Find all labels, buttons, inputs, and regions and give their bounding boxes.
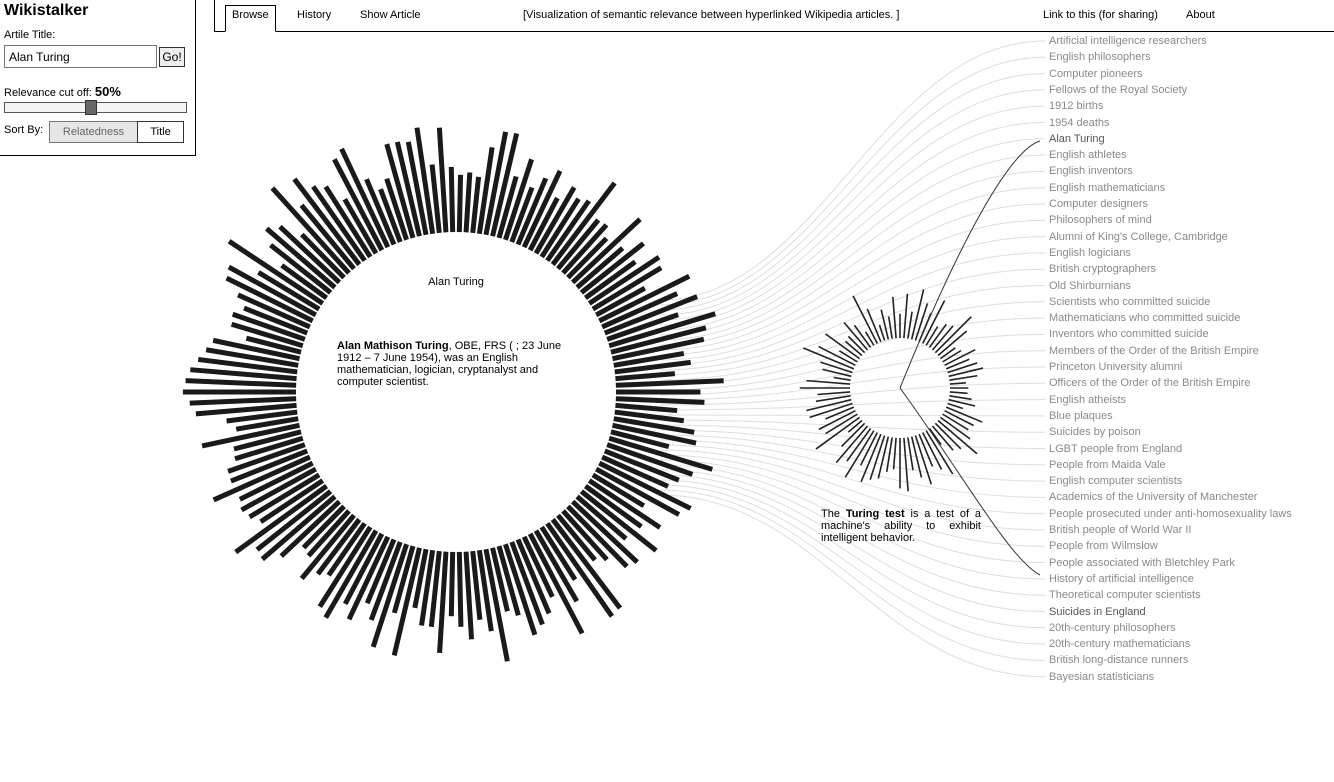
category-item[interactable]: Alumni of King's College, Cambridge: [1049, 230, 1228, 243]
relevance-slider[interactable]: [4, 102, 187, 113]
link-bar: [440, 552, 446, 653]
category-item[interactable]: Mathematicians who committed suicide: [1049, 312, 1241, 325]
category-item[interactable]: English computer scientists: [1049, 475, 1183, 488]
link-bar: [451, 552, 452, 616]
category-item[interactable]: Suicides in England: [1049, 605, 1146, 618]
category-item[interactable]: Theoretical computer scientists: [1049, 589, 1201, 602]
link-bar: [929, 428, 941, 444]
link-bar: [935, 317, 971, 353]
category-item[interactable]: Princeton University alumni: [1049, 361, 1183, 373]
connector-line: [660, 171, 1045, 340]
category-item[interactable]: Academics of the University of Manchester: [1049, 491, 1258, 504]
link-bar: [459, 552, 461, 627]
link-bar: [466, 173, 470, 233]
page-tagline: [Visualization of semantic relevance between hyperlinked Wikipedia articles. ]: [523, 9, 900, 21]
relevance-cutoff-label: [4, 84, 121, 99]
category-item[interactable]: Computer designers: [1049, 198, 1149, 210]
tab-browse[interactable]: Browse: [225, 5, 276, 32]
center-article-summary: [337, 340, 569, 388]
link-bar: [615, 374, 674, 379]
category-item[interactable]: English inventors: [1049, 165, 1133, 178]
link-bar: [439, 128, 446, 233]
category-item[interactable]: LGBT people from England: [1049, 442, 1183, 455]
connector-line: [660, 318, 1045, 385]
connector-line: [660, 57, 1045, 305]
category-item[interactable]: English philosophers: [1049, 51, 1151, 64]
link-bar: [806, 381, 850, 384]
category-item[interactable]: Alan Turing: [1049, 132, 1105, 145]
relevance-cutoff-value: 50%: [94, 84, 121, 99]
link-bar: [190, 399, 296, 403]
category-item[interactable]: English logicians: [1049, 246, 1131, 259]
category-item[interactable]: British cryptographers: [1049, 263, 1156, 276]
category-item[interactable]: British people of World War II: [1049, 524, 1192, 536]
article-name: Alan Mathison Turing: [337, 340, 449, 352]
category-item[interactable]: Blue plaques: [1049, 409, 1113, 422]
connector-line: [660, 383, 1045, 405]
connector-line: [660, 41, 1045, 300]
link-bar: [826, 334, 860, 359]
top-navigation: [214, 0, 1334, 32]
relevance-label-text: Relevance cut off:: [4, 87, 92, 99]
share-link[interactable]: Link to this (for sharing): [1043, 9, 1158, 21]
category-item[interactable]: Old Shirburnians: [1049, 279, 1131, 292]
category-item[interactable]: 1954 deaths: [1049, 116, 1110, 129]
category-item[interactable]: English mathematicians: [1049, 181, 1166, 194]
category-item[interactable]: Members of the Order of the British Empire: [1049, 344, 1259, 357]
article-title-label: Artile Title:: [4, 29, 56, 41]
category-item[interactable]: Artificial intelligence researchers: [1049, 35, 1207, 47]
category-item[interactable]: Suicides by poison: [1049, 426, 1141, 439]
category-item[interactable]: English atheists: [1049, 393, 1127, 406]
link-bar: [904, 294, 907, 338]
main-article-link-ring: [183, 128, 724, 662]
category-item[interactable]: Philosophers of mind: [1049, 214, 1152, 227]
tab-show-article[interactable]: Show Article: [360, 9, 421, 21]
link-bar: [820, 362, 852, 372]
link-bar: [938, 420, 977, 453]
link-bar: [879, 325, 884, 341]
tab-history[interactable]: History: [297, 9, 332, 21]
link-bar: [834, 378, 851, 381]
link-bar: [459, 175, 460, 232]
link-bar: [949, 376, 977, 380]
sort-title-button[interactable]: Title: [137, 121, 184, 143]
link-bar: [451, 167, 452, 232]
control-panel: [0, 0, 196, 156]
link-bar: [817, 392, 850, 395]
category-item[interactable]: History of artificial intelligence: [1049, 572, 1194, 585]
link-bar: [950, 383, 966, 384]
category-item[interactable]: 1912 births: [1049, 100, 1104, 113]
connector-line: [660, 269, 1045, 370]
link-bar: [615, 405, 677, 410]
link-bar: [186, 381, 297, 386]
category-item[interactable]: Bayesian statisticians: [1049, 670, 1155, 683]
summary-text: is a test of a machine's ability to exhibit intelligent behavior.: [821, 508, 981, 544]
link-bar: [949, 396, 971, 400]
link-bar: [473, 177, 479, 233]
category-item[interactable]: English athletes: [1049, 149, 1127, 162]
link-bar: [940, 348, 955, 359]
category-item[interactable]: 20th-century mathematicians: [1049, 638, 1191, 651]
link-bar: [950, 392, 968, 393]
summary-text: , OBE, FRS ( ; 23 June 1912 – 7 June 1954), was an English mathematician, logician, cryptanalyst and computer scientist.: [337, 340, 562, 388]
category-item[interactable]: People associated with Bletchley Park: [1049, 556, 1235, 569]
connector-line: [660, 351, 1045, 395]
center-article-title[interactable]: Alan Turing: [428, 276, 484, 288]
category-item[interactable]: Computer pioneers: [1049, 67, 1143, 80]
app-title: Wikistalker: [4, 2, 89, 19]
link-bar: [878, 437, 888, 479]
link-bar: [466, 552, 472, 640]
link-bar: [948, 403, 963, 408]
category-item[interactable]: 20th-century philosophers: [1049, 621, 1176, 634]
link-bar: [893, 297, 896, 338]
connector-line: [660, 74, 1045, 310]
link-bar: [816, 417, 860, 449]
connector-line: [660, 139, 1045, 330]
sort-by-label: Sort By:: [4, 124, 44, 136]
article-title-input[interactable]: [4, 45, 157, 68]
category-item[interactable]: People from Maida Vale: [1049, 458, 1166, 471]
connector-line: [660, 435, 1045, 481]
hovered-article-summary: [821, 508, 981, 544]
connector-line: [660, 123, 1045, 326]
hovered-article-name: Turing test: [845, 508, 905, 520]
relevance-slider-handle[interactable]: [85, 100, 97, 115]
summary-prefix: The: [821, 508, 846, 520]
link-bar: [904, 438, 908, 492]
category-item[interactable]: Scientists who committed suicide: [1049, 295, 1211, 308]
category-item[interactable]: People prosecuted under anti-homosexuality laws: [1049, 507, 1292, 520]
go-button[interactable]: Go!: [159, 47, 185, 67]
link-bar: [616, 381, 724, 386]
category-item[interactable]: Inventors who committed suicide: [1049, 328, 1209, 341]
category-item[interactable]: British long-distance runners: [1049, 654, 1189, 667]
sort-relatedness-button[interactable]: Relatedness: [49, 121, 138, 143]
about-link[interactable]: About: [1186, 9, 1215, 21]
category-item[interactable]: People from Wilmslow: [1049, 540, 1158, 553]
category-item[interactable]: Officers of the Order of the British Empire: [1049, 377, 1251, 390]
connector-line: [660, 415, 1045, 416]
category-item[interactable]: Fellows of the Royal Society: [1049, 83, 1188, 96]
